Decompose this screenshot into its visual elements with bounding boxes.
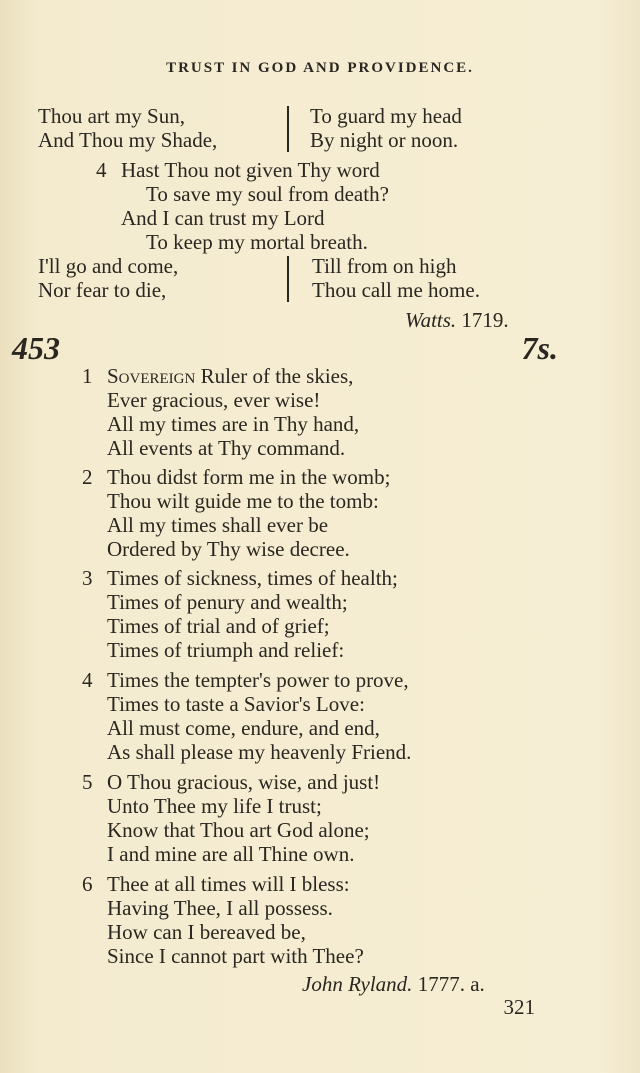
verse-line: All must come, endure, and end, [107, 716, 380, 740]
verse-line: Since I cannot part with Thee? [107, 944, 364, 968]
author: Watts. [405, 308, 457, 332]
verse-line: And I can trust my Lord [121, 206, 325, 230]
verse-line: Thou wilt guide me to the tomb: [107, 489, 379, 513]
verse-line: I and mine are all Thine own. [107, 842, 355, 866]
verse-line: I'll go and come, [38, 254, 179, 278]
verse-line: Thee at all times will I bless: [107, 872, 350, 896]
stanza-number: 3 [82, 566, 93, 590]
verse-line: How can I bereaved be, [107, 920, 306, 944]
verse-line: To keep my mortal breath. [146, 230, 368, 254]
verse-line: Times of sickness, times of health; [107, 566, 398, 590]
verse-line [107, 364, 353, 389]
stanza-number: 2 [82, 465, 93, 489]
stanza-number: 5 [82, 770, 93, 794]
verse-line: All my times shall ever be [107, 513, 329, 537]
running-header: TRUST IN GOD AND PROVIDENCE. [166, 60, 474, 76]
verse-line: And Thou my Shade, [38, 128, 218, 152]
verse-line: Till from on high [312, 254, 457, 278]
verse-line: Thou didst form me in the womb; [107, 465, 391, 489]
stanza-number: 6 [82, 872, 93, 896]
verse-line: Unto Thee my life I trust; [107, 794, 322, 818]
attribution [405, 308, 509, 333]
verse-line: O Thou gracious, wise, and just! [107, 770, 381, 794]
verse-line: Having Thee, I all possess. [107, 896, 333, 920]
verse-line: Times of triumph and relief: [107, 638, 345, 662]
attribution [302, 972, 485, 997]
verse-line: Know that Thou art God alone; [107, 818, 370, 842]
first-line-rest: Ruler of the skies, [195, 364, 354, 388]
author: John Ryland. [302, 972, 413, 996]
page-number: 321 [503, 995, 535, 1019]
verse-line: To guard my head [310, 104, 462, 128]
verse-line: Hast Thou not given Thy word [121, 158, 380, 182]
verse-line: Times to taste a Savior's Love: [107, 692, 365, 716]
first-word: Sovereign [107, 364, 196, 388]
column-divider [287, 256, 289, 302]
verse-line: Thou art my Sun, [38, 104, 185, 128]
year: 1719. [461, 308, 509, 332]
verse-line: Times of penury and wealth; [107, 590, 348, 614]
hymn-meter: 7s. [521, 330, 558, 366]
verse-line: By night or noon. [310, 128, 459, 152]
verse-line: Times of trial and of grief; [107, 614, 330, 638]
verse-line: All events at Thy command. [107, 436, 346, 460]
verse-line: All my times are in Thy hand, [107, 412, 360, 436]
year: 1777. a. [417, 972, 485, 996]
stanza-number: 4 [82, 668, 93, 692]
verse-line: To save my soul from death? [146, 182, 389, 206]
column-divider [287, 106, 289, 152]
hymn-number: 453 [12, 330, 60, 366]
stanza-number: 1 [82, 364, 93, 388]
stanza-number: 4 [96, 158, 107, 182]
verse-line: Nor fear to die, [38, 278, 167, 302]
verse-line: Ever gracious, ever wise! [107, 388, 321, 412]
verse-line: As shall please my heavenly Friend. [107, 740, 412, 764]
verse-line: Times the tempter's power to prove, [107, 668, 409, 692]
verse-line: Thou call me home. [312, 278, 480, 302]
verse-line: Ordered by Thy wise decree. [107, 537, 350, 561]
